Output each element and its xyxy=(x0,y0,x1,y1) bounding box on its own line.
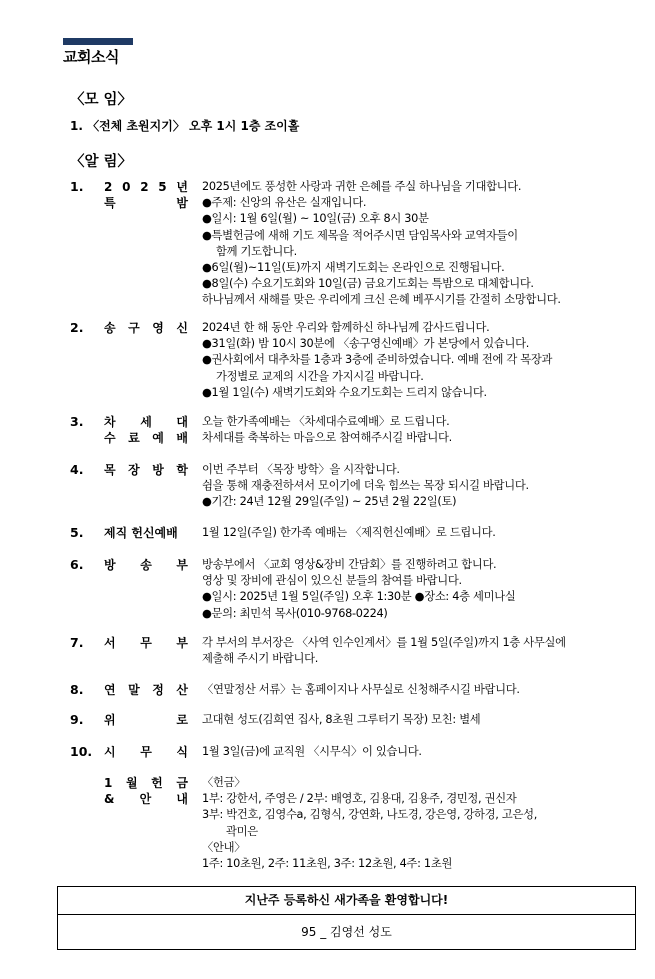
title-char: 세 xyxy=(140,415,152,429)
notice-item-title-line xyxy=(104,414,188,430)
notice-item-title xyxy=(104,635,188,651)
notice-item-title-line xyxy=(104,712,188,728)
notice-body-line: ●8일(수) 수요기도회와 10일(금) 금요기도회는 특밤으로 대체합니다. xyxy=(202,277,534,291)
title-char: 송 xyxy=(140,558,152,572)
notice-body-line: 가정별로 교제의 시간을 가지시길 바랍니다. xyxy=(216,369,424,383)
title-char: 차 xyxy=(104,415,116,429)
notice-body-line: ●문의: 최민석 목사(010-9768-0224) xyxy=(202,606,388,620)
notice-item-body xyxy=(202,775,622,872)
notice-body-line: 1부: 강한서, 주영은 / 2부: 배영호, 김용대, 김용주, 경민정, 권신자 xyxy=(202,792,517,806)
notice-item-number: 3. xyxy=(70,414,84,429)
meeting-line: 1. 〈전체 초원지기〉 오후 1시 1층 조이홀 xyxy=(70,119,300,133)
notice-item-title-line xyxy=(104,791,188,807)
page-title: 교회소식 xyxy=(63,48,119,66)
title-char: 서 xyxy=(104,636,116,650)
notice-item-body xyxy=(202,744,622,760)
notice-body-line: 고대현 성도(김희연 집사, 8초원 그루터기 목장) 모친: 별세 xyxy=(202,713,481,726)
title-char: 배 xyxy=(176,431,188,445)
title-char: 무 xyxy=(140,636,152,650)
title-char: 월 xyxy=(125,776,138,790)
notice-body-line: 함께 기도합니다. xyxy=(216,244,297,258)
title-char: 시 xyxy=(104,745,116,759)
notice-item-title-line xyxy=(104,179,188,195)
notice-body-line: 쉼을 통해 재충전하셔서 모이기에 더욱 힘쓰는 목장 되시길 바랍니다. xyxy=(202,479,529,493)
notice-body-line: 〈안내〉 xyxy=(202,840,246,854)
title-char: 신 xyxy=(176,321,188,335)
notice-body-line: 1주: 10초원, 2주: 11초원, 3주: 12초원, 4주: 1초원 xyxy=(202,857,453,871)
title-char: 부 xyxy=(176,558,188,572)
notice-body-line: ●기간: 24년 12월 29일(주일) ~ 25년 2월 22일(토) xyxy=(202,495,457,509)
title-char: 제직 헌신예배 xyxy=(104,526,178,540)
title-char: 방 xyxy=(152,463,164,477)
notice-body-line: ●6일(월)~11일(토)까지 새벽기도회는 온라인으로 진행됩니다. xyxy=(202,261,505,275)
notice-body-line: 2024년 한 해 동안 우리와 함께하신 하나님께 감사드립니다. xyxy=(202,321,490,334)
notice-item-title xyxy=(104,320,188,336)
notice-body-line: 2025년에도 풍성한 사랑과 귀한 은혜를 주실 하나님을 기대합니다. xyxy=(202,180,522,193)
title-char: 2 xyxy=(104,180,113,194)
notice-item-title-line xyxy=(104,744,188,760)
notice-item-title xyxy=(104,462,188,478)
title-char: 수 xyxy=(104,431,116,445)
title-char: 구 xyxy=(128,321,140,335)
notice-item-body xyxy=(202,462,622,511)
title-char: 금 xyxy=(176,776,188,790)
title-char: 식 xyxy=(176,745,188,759)
title-char: 영 xyxy=(152,321,164,335)
title-char: & xyxy=(104,792,115,806)
notice-body-line: ●특별헌금에 새해 기도 제목을 적어주시면 담임목사와 교역자들이 xyxy=(202,228,518,242)
notice-item-body xyxy=(202,525,622,541)
notice-body-line: 〈연말정산 서류〉는 홈페이지나 사무실로 신청해주시길 바랍니다. xyxy=(202,683,520,696)
notice-item-title-line xyxy=(104,195,188,211)
notice-body-line: 이번 주부터 〈목장 방학〉을 시작합니다. xyxy=(202,463,400,476)
notice-item-body xyxy=(202,557,622,622)
title-char: 2 xyxy=(140,180,149,194)
notice-item-number: 4. xyxy=(70,462,84,477)
notice-body-line: 1월 3일(금)에 교직원 〈시무식〉이 있습니다. xyxy=(202,745,422,758)
notice-body-line: 하나님께서 새해를 맞은 우리에게 크신 은혜 베푸시기를 간절히 소망합니다. xyxy=(202,293,561,307)
notice-body-line: ●권사회에서 대추차를 1층과 3층에 준비하였습니다. 예배 전에 각 목장과 xyxy=(202,353,553,367)
notice-item-number: 10. xyxy=(70,744,93,759)
title-char: 밤 xyxy=(176,196,188,210)
title-char: 송 xyxy=(104,321,116,335)
notice-item-number: 5. xyxy=(70,525,84,540)
notice-item-title xyxy=(104,557,188,573)
notice-item-title xyxy=(104,775,188,807)
title-char: 료 xyxy=(128,431,140,445)
notice-item-title-line xyxy=(104,462,188,478)
notice-item-body xyxy=(202,179,622,309)
notice-item-body xyxy=(202,635,622,667)
title-char: 위 xyxy=(104,713,116,727)
title-char: 연 xyxy=(104,683,116,697)
notice-item-title-line xyxy=(104,775,188,791)
title-char: 목 xyxy=(104,463,116,477)
title-char: 무 xyxy=(140,745,152,759)
notice-body-line: 제출해 주시기 바랍니다. xyxy=(202,652,319,666)
title-char: 예 xyxy=(152,431,164,445)
title-char: 학 xyxy=(176,463,188,477)
notice-body-line: ●일시: 1월 6일(월) ~ 10일(금) 오후 8시 30분 xyxy=(202,212,429,226)
notice-item-title xyxy=(104,712,188,728)
title-char: 장 xyxy=(128,463,140,477)
title-char: 5 xyxy=(158,180,167,194)
notice-item-number: 2. xyxy=(70,320,84,335)
notice-body-line: 〈헌금〉 xyxy=(202,776,246,789)
notice-item-body xyxy=(202,414,622,446)
notice-item-title xyxy=(104,682,188,698)
notice-heading: 〈알 림〉 xyxy=(70,154,133,170)
title-char: 대 xyxy=(176,415,188,429)
title-char: 부 xyxy=(176,636,188,650)
notice-body-line: 1월 12일(주일) 한가족 예배는 〈제직헌신예배〉로 드립니다. xyxy=(202,526,496,539)
notice-body-line: 3부: 박건호, 김영수a, 김형식, 강연화, 나도경, 강은영, 강하경, 고은성, xyxy=(202,808,537,822)
notice-item-title xyxy=(104,525,188,541)
meeting-heading: 〈모 임〉 xyxy=(70,92,133,108)
notice-item-body xyxy=(202,320,622,401)
notice-item-title-line xyxy=(104,525,188,541)
notice-item-number: 8. xyxy=(70,682,84,697)
title-char: 내 xyxy=(176,792,188,806)
notice-body-line: ●일시: 2025년 1월 5일(주일) 오후 1:30분 ●장소: 4층 세미나실 xyxy=(202,590,516,604)
welcome-heading: 지난주 등록하신 새가족을 환영합니다! xyxy=(58,887,635,915)
title-char: 로 xyxy=(176,713,188,727)
notice-item-title xyxy=(104,414,188,446)
notice-item-title-line xyxy=(104,430,188,446)
title-char: 헌 xyxy=(151,776,163,790)
notice-body-line: ●31일(화) 밤 10시 30분에 〈송구영신예배〉가 본당에서 있습니다. xyxy=(202,337,529,351)
notice-item-number: 1. xyxy=(70,179,84,194)
notice-body-line: ●1월 1일(수) 새벽기도회와 수요기도회는 드리지 않습니다. xyxy=(202,385,487,399)
welcome-entry: 95 _ 김영선 성도 xyxy=(301,925,392,939)
notice-body-line: 곽미은 xyxy=(226,824,258,838)
notice-item-title-line xyxy=(104,557,188,573)
notice-item-title-line xyxy=(104,682,188,698)
notice-item-body xyxy=(202,712,622,728)
notice-item-title xyxy=(104,744,188,760)
welcome-box xyxy=(57,886,636,950)
notice-body-line: 방송부에서 〈교회 영상&장비 간담회〉를 진행하려고 합니다. xyxy=(202,558,497,571)
title-char: 말 xyxy=(128,683,140,697)
notice-item-title-line xyxy=(104,320,188,336)
notice-item-number: 9. xyxy=(70,712,84,727)
title-char: 1 xyxy=(104,776,113,790)
title-char: 특 xyxy=(104,196,116,210)
notice-body-line: 차세대를 축복하는 마음으로 참여해주시길 바랍니다. xyxy=(202,431,452,445)
title-char: 방 xyxy=(104,558,116,572)
notice-item-title-line xyxy=(104,635,188,651)
notice-item-number: 6. xyxy=(70,557,84,572)
title-char: 0 xyxy=(122,180,131,194)
header-accent-bar xyxy=(63,38,133,45)
notice-body-line: 각 부서의 부서장은 〈사역 인수인계서〉를 1월 5일(주일)까지 1층 사무실에 xyxy=(202,636,566,649)
title-char: 안 xyxy=(139,792,152,806)
notice-body-line: ●주제: 신앙의 유산은 실재입니다. xyxy=(202,196,367,210)
notice-item-number: 7. xyxy=(70,635,84,650)
notice-item-title xyxy=(104,179,188,211)
title-char: 산 xyxy=(176,683,188,697)
notice-body-line: 오늘 한가족예배는 〈차세대수료예배〉로 드립니다. xyxy=(202,415,450,428)
notice-item-body xyxy=(202,682,622,698)
title-char: 정 xyxy=(152,683,164,697)
title-char: 년 xyxy=(176,180,188,194)
notice-body-line: 영상 및 장비에 관심이 있으신 분들의 참여를 바랍니다. xyxy=(202,574,462,588)
